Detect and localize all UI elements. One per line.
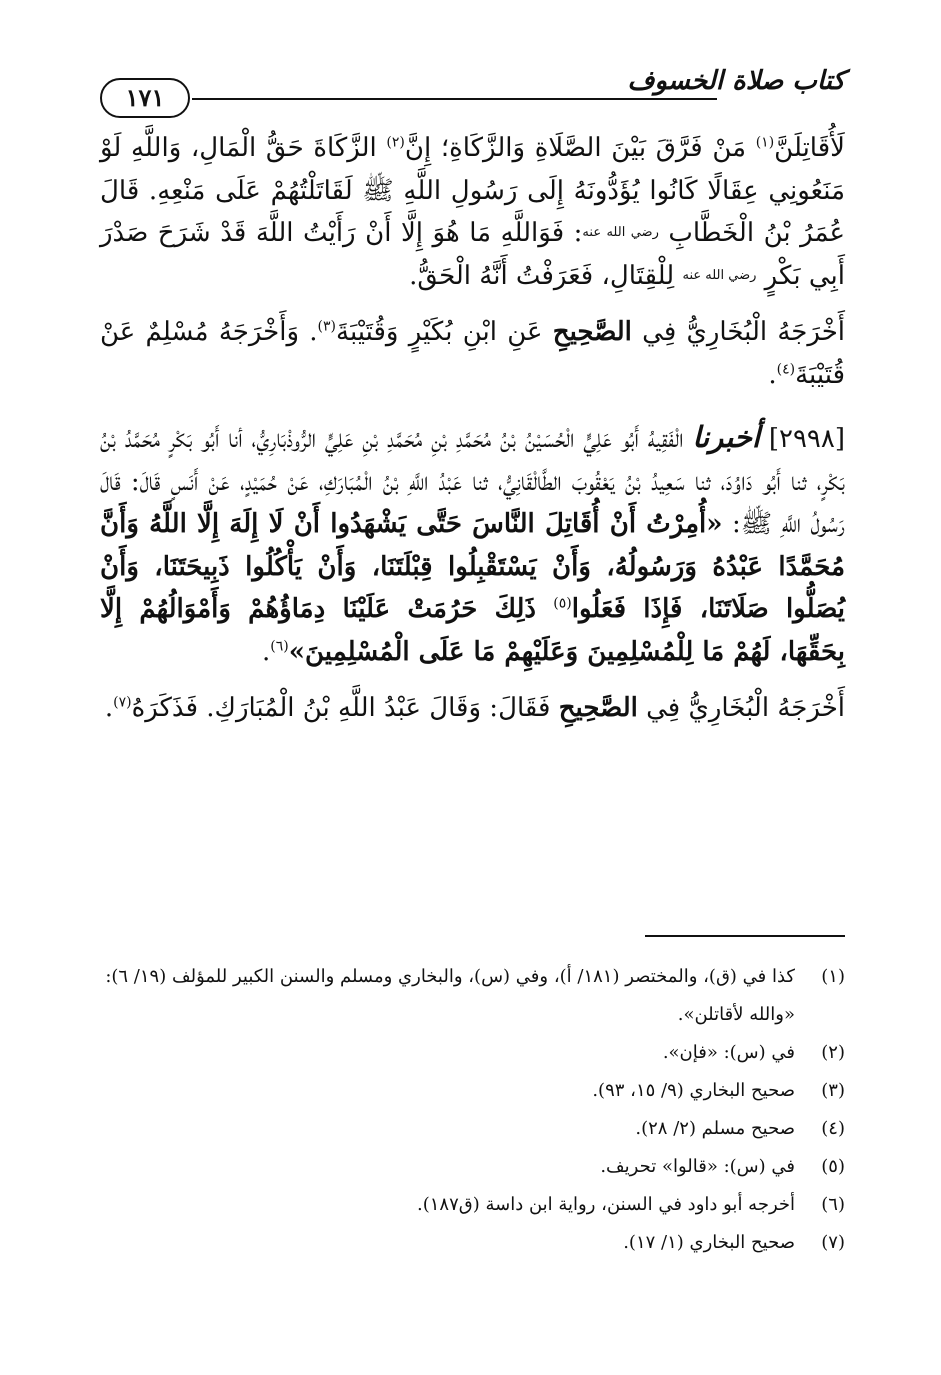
paragraph-hadith-2998 [100,416,845,673]
footnote-number: (١) [821,966,845,987]
footnote-item [100,1072,845,1110]
text-segment: . [104,693,114,723]
text-segment: لِلْقِتَالِ، فَعَرَفْتُ أَنَّهُ الْحَقُّ. [409,260,683,291]
text-segment: أَخْرَجَهُ الْبُخَارِيُّ فِي [637,693,845,723]
text-segment: الْفَقِيهُ أَبُو عَلِيٍّ الْحُسَيْنُ بْنُ مُحَمَّدِ بْنِ مُحَمَّدِ بْنِ عَلِيٍّ الرُّوذْبَارِيُّ، أنا أَبُو بَكْرٍ مُحَمَّدُ بْنُ بَكْرٍ، ثنا أَبُو دَاوُدَ، ثنا سَعِيدُ بْنُ يَعْقُوبَ الطَّالْقَانِيُّ، ثنا عَبْدُ اللَّهِ بْنُ الْمُبَارَكِ، عَنْ حُمَيْدٍ، عَنْ أَنَسٍ قَالَ: قَالَ رَسُولُ اللَّهِ ﷺ: [100,424,845,539]
footnote-item [100,1148,845,1186]
footnote-number: (٦) [821,1194,845,1215]
page-number: ١٧١ [100,78,190,118]
akhbarana-word: أخبرنا [692,420,760,454]
footnote-item [100,1186,845,1224]
text-segment: . [768,359,777,390]
footnote-marker: (٣) [317,318,337,335]
footnote-item [100,1110,845,1148]
footnote-marker: (١) [755,134,775,151]
header-rule [192,98,717,100]
page-header [100,60,845,130]
text-segment: مَنْ فَرَّقَ بَيْنَ الصَّلَاةِ وَالزَّكَاةِ؛ إِنَّ [404,133,756,163]
footnote-item [100,958,845,1034]
footnote-number: (٤) [821,1118,845,1139]
hadith-matn: «أُمِرْتُ أَنْ أُقَاتِلَ النَّاسَ حَتَّى يَشْهَدُوا أَنْ لَا إِلَهَ إِلَّا اللَّهُ وَأَنَّ مُحَمَّدًا عَبْدُهُ وَرَسُولُهُ، وَأَنْ يَسْتَقْبِلُوا قِبْلَتَنَا، وَأَنْ يَأْكُلُوا ذَبِيحَتَنَا، وَأَنْ يُصَلُّوا صَلَاتَنَا، فَإِذَا فَعَلُوا [100,509,846,624]
footnote-text: صحيح مسلم (٢/ ٢٨). [635,1118,795,1139]
text-segment: : فَوَاللَّهِ مَا هُوَ إِلَّا أَنْ رَأَيْتُ اللَّهَ قَدْ شَرَحَ صَدْرَ أَبِي بَكْرٍ [100,218,845,291]
footnote-text: صحيح البخاري (٩/ ١٥، ٩٣). [592,1080,795,1101]
book-name-sahih: الصَّحِيحِ [552,317,632,347]
footnote-marker: (٤) [776,360,796,377]
footnotes [100,958,845,1262]
text-segment: . [261,636,271,667]
text-segment: لَأُقَاتِلَنَّ [774,133,845,163]
footnote-text: في (س): «فإن». [662,1042,795,1063]
footnote-number: (٥) [821,1156,845,1177]
honorific-glyph: رضي الله عنه [582,225,659,240]
main-text [100,127,845,730]
text-segment: الزَّكَاةَ حَقُّ الْمَالِ، وَاللَّهِ لَوْ مَنَعُونِي عِقَالًا كَانُوا يُؤَدُّونَهُ إِلَى رَسُولِ اللَّهِ ﷺ لَقَاتَلْتُهُمْ عَلَى مَنْعِهِ. قَالَ عُمَرُ بْنُ الْخَطَّابِ [100,133,846,248]
footnote-text: صحيح البخاري (١/ ١٧). [623,1232,795,1253]
footnote-item [100,1224,845,1262]
footnote-text: في (س): «قالوا» تحريف. [600,1156,795,1177]
text-segment: عَنِ ابْنِ بُكَيْرٍ وَقُتَيْبَةَ [336,317,553,347]
paragraph-takhrij-2 [100,687,845,730]
footnote-separator [645,935,845,937]
footnote-text: أخرجه أبو داود في السنن، رواية ابن داسة (ق١٨٧). [417,1194,795,1215]
footnote-number: (٧) [821,1232,845,1253]
paragraph-hadith-continuation [100,127,845,297]
text-segment: . وَأَخْرَجَهُ مُسْلِمٌ عَنْ قُتَيْبَةَ [100,317,845,390]
honorific-glyph: رضي الله عنه [682,267,757,283]
text-segment: فَقَالَ: وَقَالَ عَبْدُ اللَّهِ بْنُ الْمُبَارَكِ. فَذَكَرَهُ [131,693,559,723]
footnote-number: (٢) [821,1042,845,1063]
footnote-text: كذا في (ق)، والمختصر (١٨١/ أ)، وفي (س)، والبخاري ومسلم والسنن الكبير للمؤلف (١٩/ ٦): «والله لأقاتلن». [105,966,795,1025]
hadith-matn: ذَلِكَ حَرُمَتْ عَلَيْنَا دِمَاؤُهُمْ وَأَمْوَالُهُمْ إِلَّا بِحَقِّهَا، لَهُمْ مَا لِلْمُسْلِمِينَ وَعَلَيْهِمْ مَا عَلَى الْمُسْلِمِينَ» [100,594,845,667]
book-name-sahih: الصَّحِيحِ [558,693,638,723]
footnote-marker: (٦) [270,637,289,654]
footnote-marker: (٢) [386,134,405,151]
book-title: كتاب صلاة الخسوف [627,66,845,96]
text-segment: أَخْرَجَهُ الْبُخَارِيُّ فِي [631,317,845,347]
footnote-marker: (٥) [553,595,572,612]
footnote-number: (٣) [821,1080,845,1101]
footnote-marker: (٧) [113,694,132,711]
paragraph-takhrij [100,311,845,396]
footnote-item [100,1034,845,1072]
hadith-number: [٢٩٩٨] [768,424,846,454]
